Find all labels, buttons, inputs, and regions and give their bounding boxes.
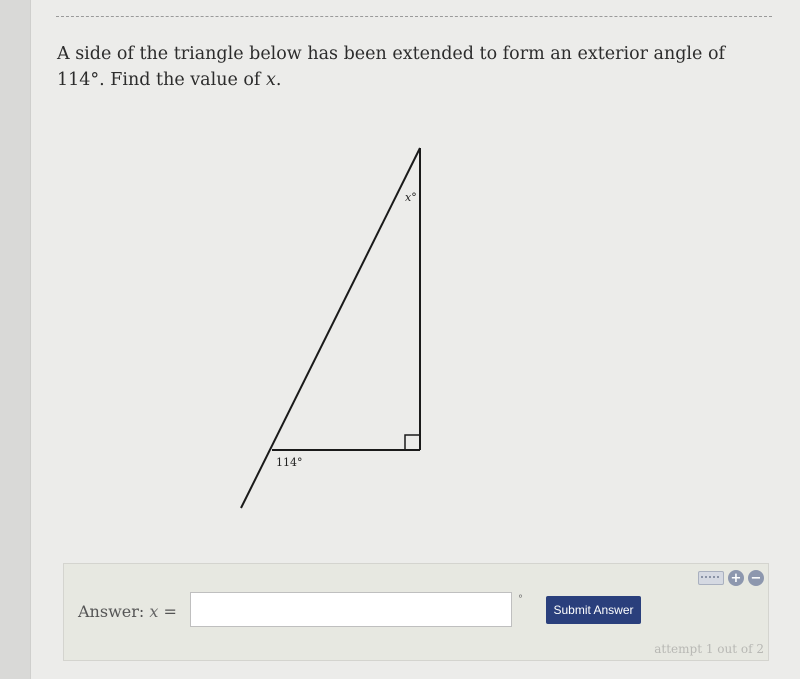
answer-label-text: Answer: bbox=[78, 602, 145, 621]
right-angle-marker bbox=[405, 435, 420, 450]
degree-unit: ° bbox=[518, 594, 523, 605]
answer-variable: x bbox=[149, 602, 159, 621]
answer-equals: = bbox=[163, 602, 177, 621]
plus-circle-icon[interactable]: + bbox=[728, 570, 744, 586]
answer-input[interactable] bbox=[190, 592, 512, 627]
submit-answer-button[interactable]: Submit Answer bbox=[546, 596, 641, 624]
question-text-main: A side of the triangle below has been extended to form an exterior angle of 114°. Find the value of bbox=[57, 44, 725, 90]
angle-label-x: x° bbox=[405, 191, 417, 204]
angle-label-114: 114° bbox=[276, 456, 303, 469]
attempt-counter: attempt 1 out of 2 bbox=[654, 642, 764, 656]
answer-panel bbox=[63, 563, 769, 661]
triangle-hypotenuse-extended bbox=[241, 148, 420, 508]
tool-icons bbox=[698, 570, 764, 586]
minus-circle-icon[interactable]: − bbox=[748, 570, 764, 586]
question-variable: x bbox=[265, 70, 276, 90]
answer-label bbox=[78, 602, 177, 621]
keyboard-icon[interactable] bbox=[698, 571, 724, 585]
question-text-end: . bbox=[275, 70, 282, 90]
